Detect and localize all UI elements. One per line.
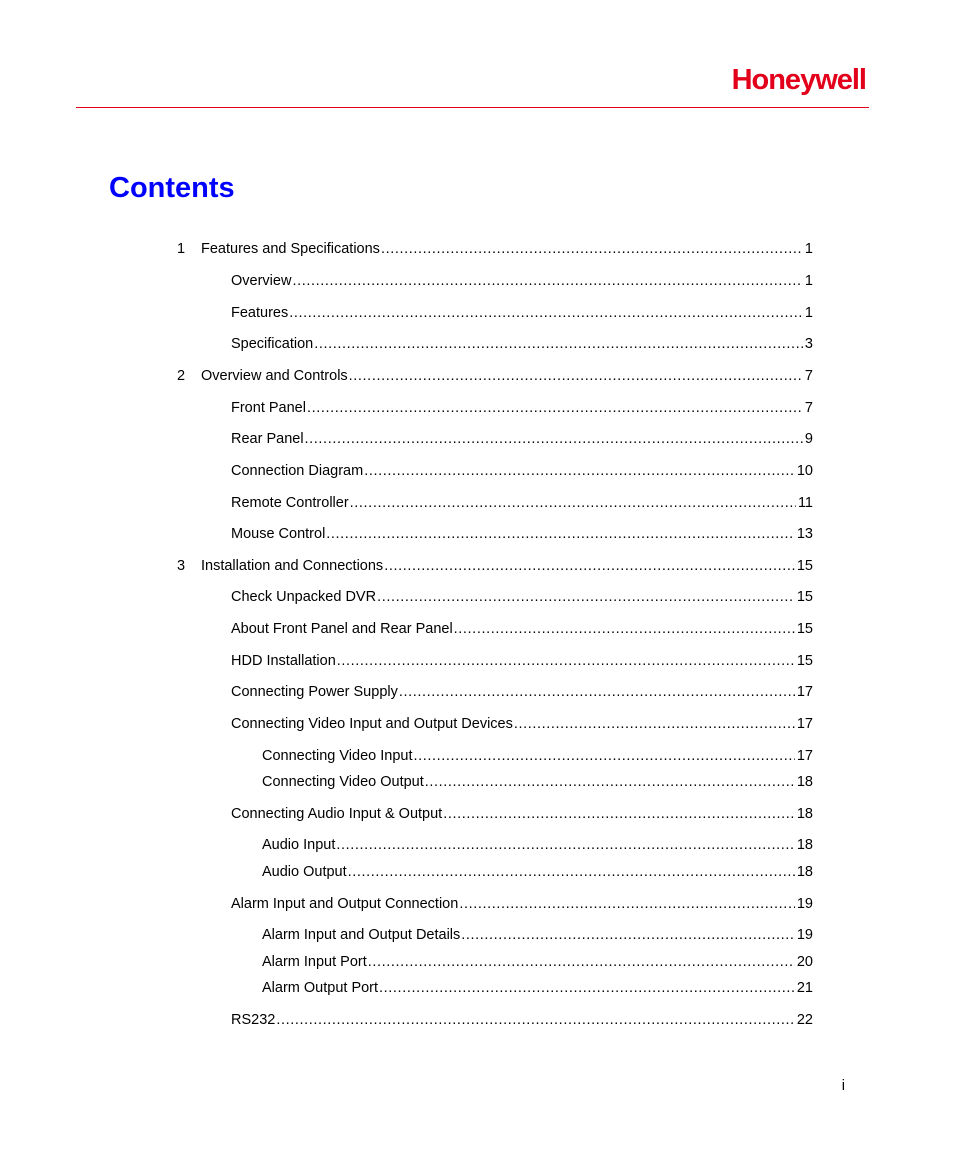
- toc-entry[interactable]: [231, 524, 813, 544]
- toc-page-number: 7: [804, 400, 813, 416]
- toc-entry-title: Remote Controller: [231, 495, 349, 511]
- toc-leader-dots: [337, 651, 795, 671]
- toc-leader-dots: [414, 746, 795, 766]
- toc-leader-dots: [364, 461, 795, 481]
- toc-entry-title: Overview: [231, 273, 292, 289]
- toc-chapter-number: 2: [177, 368, 186, 384]
- toc-entry-title: Alarm Input Port: [262, 954, 367, 970]
- toc-entry[interactable]: [262, 746, 813, 766]
- toc-entry[interactable]: [231, 714, 813, 734]
- toc-leader-dots: [305, 429, 803, 449]
- toc-entry-title: Connection Diagram: [231, 463, 364, 479]
- toc-leader-dots: [349, 366, 803, 386]
- toc-page-number: 17: [796, 716, 813, 732]
- toc-entry-title: Audio Input: [262, 837, 336, 853]
- toc-entry-title: HDD Installation: [231, 653, 336, 669]
- toc-leader-dots: [379, 978, 795, 998]
- toc-page-number: 18: [796, 774, 813, 790]
- toc-leader-dots: [289, 303, 803, 323]
- toc-page-number: 3: [804, 336, 813, 352]
- toc-page-number: 18: [796, 864, 813, 880]
- toc-entry[interactable]: [262, 835, 813, 855]
- toc-entry-title: About Front Panel and Rear Panel: [231, 621, 453, 637]
- toc-entry-title: Connecting Video Output: [262, 774, 424, 790]
- toc-entry-title: Overview and Controls: [201, 368, 348, 384]
- toc-entry[interactable]: [231, 493, 813, 513]
- toc-leader-dots: [276, 1010, 795, 1030]
- toc-entry-title: Connecting Video Input and Output Devices: [231, 716, 513, 732]
- toc-leader-dots: [514, 714, 795, 734]
- toc-entry[interactable]: [231, 619, 813, 639]
- toc-entry[interactable]: [231, 429, 813, 449]
- toc-page-number: 21: [796, 980, 813, 996]
- toc-page-number: 15: [796, 558, 813, 574]
- toc-leader-dots: [381, 239, 803, 259]
- toc-entry[interactable]: [262, 925, 813, 945]
- toc-page-number: 17: [796, 684, 813, 700]
- toc-entry[interactable]: [231, 894, 813, 914]
- toc-page-number: 9: [804, 431, 813, 447]
- toc-entry[interactable]: [262, 772, 813, 792]
- toc-chapter-number: 3: [177, 558, 186, 574]
- toc-entry[interactable]: [231, 682, 813, 702]
- toc-entry[interactable]: [177, 239, 813, 259]
- toc-leader-dots: [384, 556, 795, 576]
- toc-entry-title: Connecting Video Input: [262, 748, 413, 764]
- toc-entry[interactable]: [262, 978, 813, 998]
- toc-page-number: 15: [796, 589, 813, 605]
- toc-entry[interactable]: [262, 862, 813, 882]
- toc-entry[interactable]: [231, 1010, 813, 1030]
- toc-page-number: 19: [796, 896, 813, 912]
- toc-entry-title: Connecting Power Supply: [231, 684, 398, 700]
- page-number: i: [841, 1078, 845, 1094]
- toc-entry-title: RS232: [231, 1012, 276, 1028]
- toc-page-number: 1: [804, 305, 813, 321]
- toc-entry[interactable]: [177, 366, 813, 386]
- toc-leader-dots: [336, 835, 794, 855]
- toc-leader-dots: [443, 804, 795, 824]
- toc-leader-dots: [377, 587, 795, 607]
- toc-page-number: 19: [796, 927, 813, 943]
- toc-entry-title: Rear Panel: [231, 431, 304, 447]
- toc-page-number: 10: [796, 463, 813, 479]
- toc-leader-dots: [350, 493, 796, 513]
- toc-entry[interactable]: [231, 587, 813, 607]
- toc-leader-dots: [459, 894, 795, 914]
- toc-entry[interactable]: [231, 334, 813, 354]
- toc-entry[interactable]: [231, 651, 813, 671]
- toc-leader-dots: [314, 334, 803, 354]
- toc-entry-title: Alarm Output Port: [262, 980, 379, 996]
- toc-entry-title: Alarm Input and Output Connection: [231, 896, 459, 912]
- toc-page-number: 11: [797, 495, 813, 511]
- toc-page-number: 7: [804, 368, 813, 384]
- toc-page-number: 13: [796, 526, 813, 542]
- toc-page-number: 15: [796, 621, 813, 637]
- toc-leader-dots: [399, 682, 795, 702]
- toc-entry[interactable]: [231, 271, 813, 291]
- toc-entry-title: Front Panel: [231, 400, 306, 416]
- toc-entry-title: Alarm Input and Output Details: [262, 927, 461, 943]
- toc-entry-title: Installation and Connections: [201, 558, 384, 574]
- toc-entry-title: Mouse Control: [231, 526, 326, 542]
- toc-entry-title: Features and Specifications: [201, 241, 380, 257]
- toc-entry[interactable]: [231, 461, 813, 481]
- toc-entry-title: Connecting Audio Input & Output: [231, 806, 443, 822]
- toc-entry[interactable]: [231, 303, 813, 323]
- toc-leader-dots: [368, 952, 795, 972]
- toc-leader-dots: [348, 862, 795, 882]
- toc-entry-title: Check Unpacked DVR: [231, 589, 377, 605]
- toc-page-number: 17: [796, 748, 813, 764]
- toc-page-number: 15: [796, 653, 813, 669]
- toc-leader-dots: [425, 772, 795, 792]
- toc-entry-title: Features: [231, 305, 289, 321]
- toc-page-number: 18: [796, 837, 813, 853]
- toc-page-number: 20: [796, 954, 813, 970]
- toc-leader-dots: [461, 925, 795, 945]
- page-title: Contents: [109, 172, 235, 204]
- toc-entry[interactable]: [231, 804, 813, 824]
- toc-entry[interactable]: [231, 398, 813, 418]
- toc-page-number: 1: [804, 273, 813, 289]
- toc-chapter-number: 1: [177, 241, 186, 257]
- toc-page-number: 18: [796, 806, 813, 822]
- toc-leader-dots: [292, 271, 802, 291]
- toc-entry-title: Audio Output: [262, 864, 347, 880]
- toc-entry[interactable]: [262, 952, 813, 972]
- toc-leader-dots: [307, 398, 803, 418]
- toc-page-number: 22: [796, 1012, 813, 1028]
- honeywell-logo: Honeywell: [731, 64, 866, 96]
- toc-entry-title: Specification: [231, 336, 314, 352]
- toc-leader-dots: [454, 619, 795, 639]
- toc-leader-dots: [326, 524, 795, 544]
- toc-entry[interactable]: [177, 556, 813, 576]
- toc-page-number: 1: [804, 241, 813, 257]
